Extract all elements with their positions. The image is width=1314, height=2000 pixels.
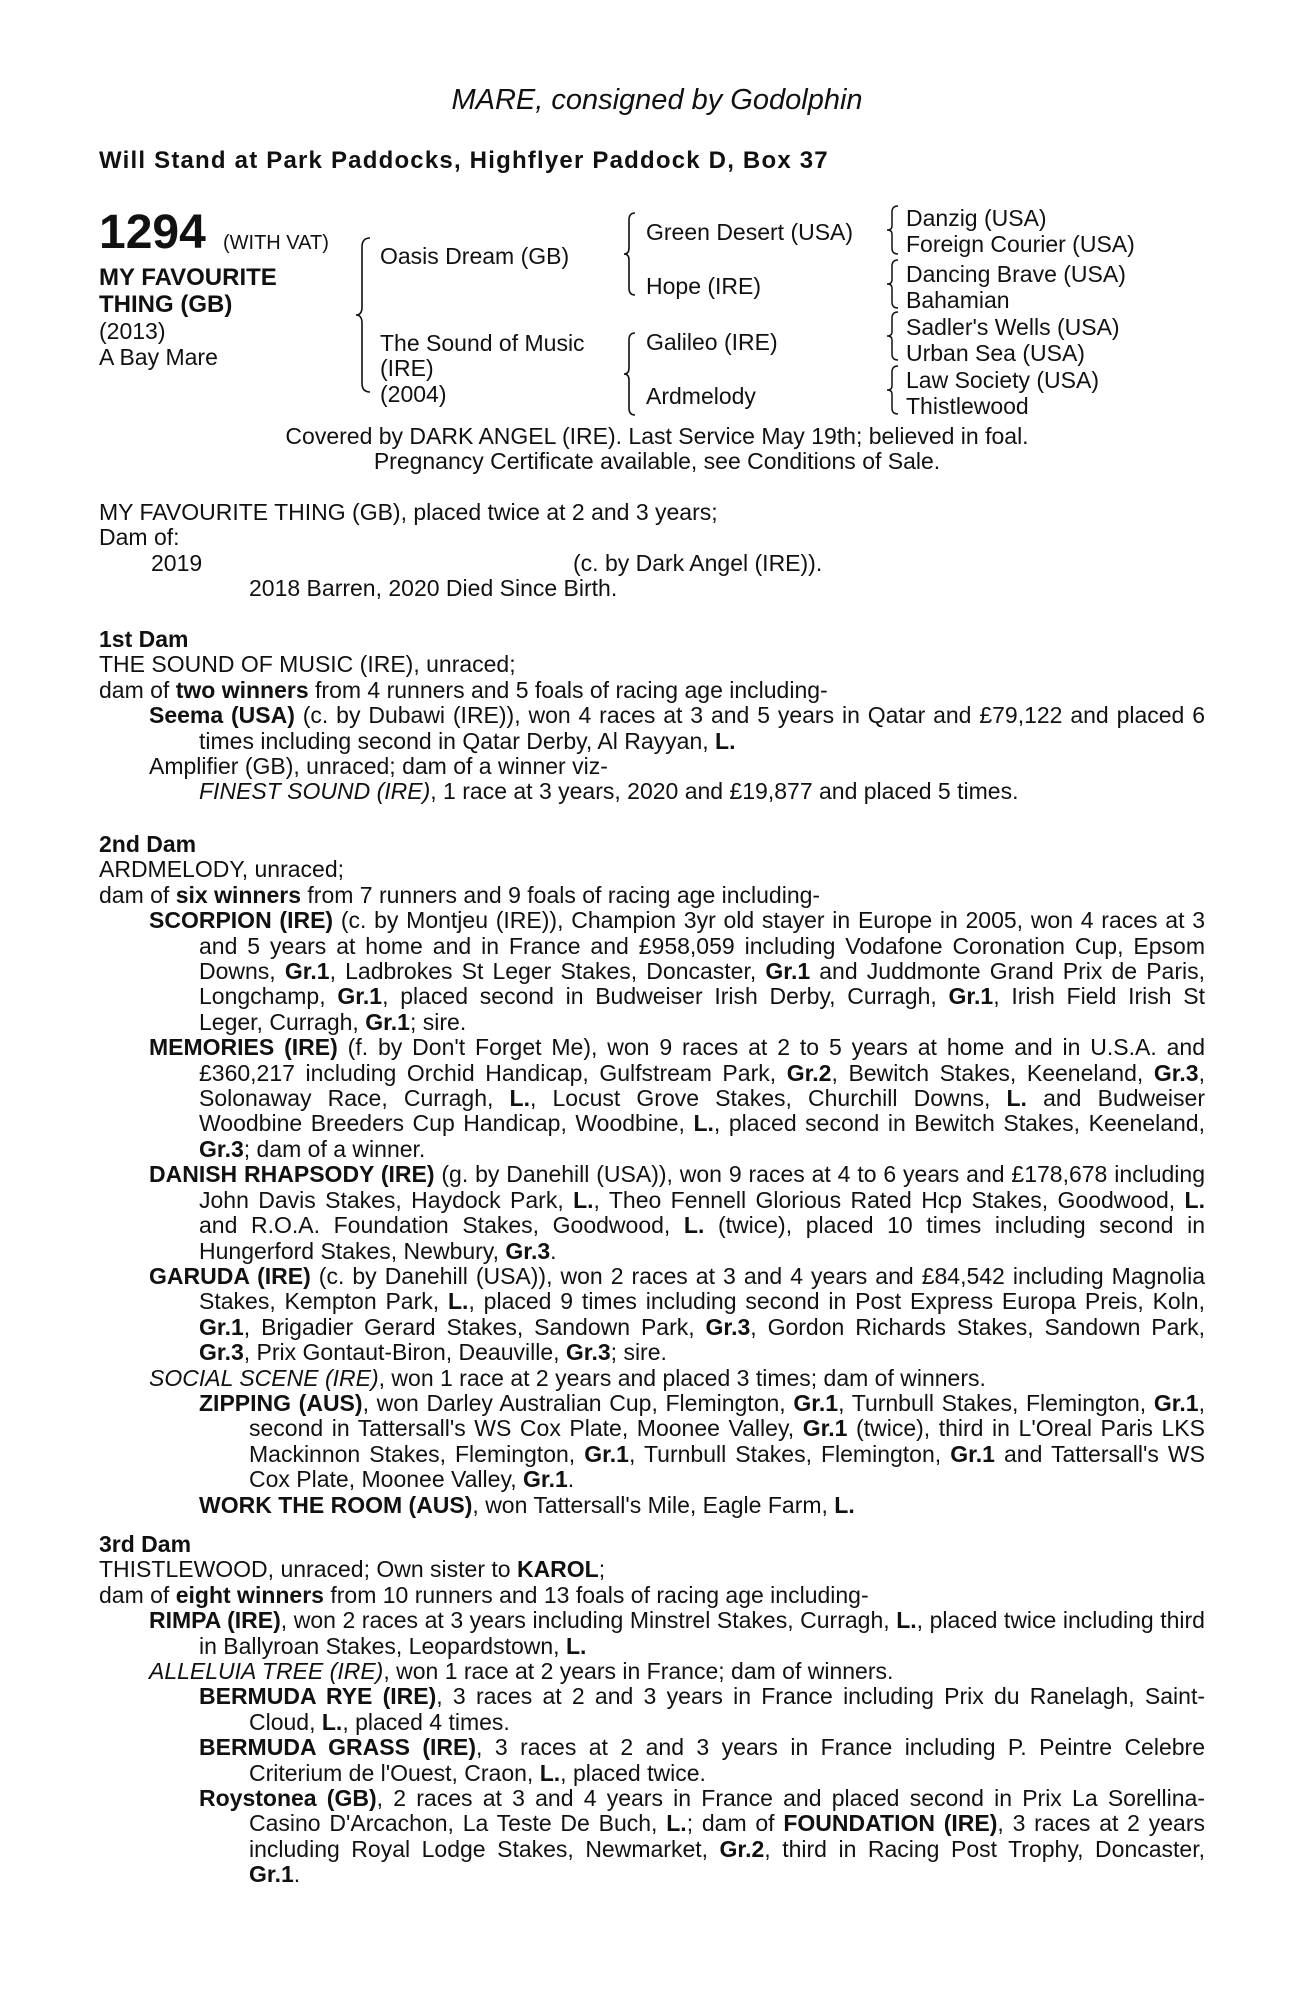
text-run: , won Tattersall's Mile, Eagle Farm,: [472, 1491, 835, 1518]
text-run: ; sire.: [409, 1008, 467, 1035]
bold-run: Gr.3: [505, 1237, 551, 1264]
second-dam-section: [99, 832, 1205, 1518]
first-dam-heading: 1st Dam: [99, 626, 189, 652]
work-the-room-entry: [99, 1493, 1205, 1518]
bold-run: SCORPION (IRE): [149, 907, 334, 934]
zipping-entry: [99, 1391, 1205, 1493]
pedigree-brace-dam: [622, 330, 638, 418]
bold-run: Gr.3: [705, 1313, 751, 1340]
bold-run: L.: [693, 1110, 714, 1137]
bold-run: L.: [509, 1085, 530, 1112]
bold-run: WORK THE ROOM (AUS): [199, 1491, 473, 1518]
text: dam of: [99, 881, 176, 908]
bold-run: L.: [683, 1212, 705, 1239]
first-dam-line-1: THE SOUND OF MUSIC (IRE), unraced;: [99, 651, 516, 678]
lot-vat: (WITH VAT): [223, 232, 329, 254]
bold-run: Gr.1: [1153, 1389, 1199, 1416]
text-run: , Solonaway Race, Curragh,: [199, 1059, 1205, 1112]
pedigree-dam-line-1: The Sound of Music: [380, 330, 585, 356]
text-run: (c. by Danehill (USA)), won 2 races at 3 and 4 years and £84,542 including Magnolia Stakes, Kempton Park,: [199, 1262, 1206, 1315]
horse-info: [99, 264, 277, 370]
pedigree-brace-g3-4: [886, 364, 900, 416]
pedigree-ssd: Foreign Courier (USA): [906, 231, 1135, 257]
first-dam-section: [99, 627, 1205, 805]
winner-count: eight winners: [175, 1581, 324, 1608]
text-run: and R.O.A. Foundation Stakes, Goodwood,: [199, 1212, 684, 1239]
italic-run: SOCIAL SCENE (IRE): [149, 1364, 379, 1391]
bold-run: ZIPPING (AUS): [199, 1389, 363, 1416]
produce-record: [99, 500, 1205, 602]
bold-run: Gr.1: [284, 958, 330, 985]
bermuda-grass-entry: [99, 1735, 1205, 1786]
lot-number: 1294: [99, 206, 206, 259]
winner-count: six winners: [175, 881, 301, 908]
scorpion-entry: [99, 908, 1205, 1035]
text-run: (c. by Montjeu (IRE)), Champion 3yr old stayer in Europe in 2005, won 4 races at 3 and 5 years at home and in France and £958,059 including Vodafone Coronation Cup, Epsom Downs,: [199, 907, 1206, 985]
pedigree-sire: Oasis Dream (GB): [380, 243, 570, 269]
text-run: , placed 4 times.: [342, 1708, 510, 1735]
bold-run: Gr.1: [950, 1440, 995, 1467]
text-run: , Gordon Richards Stakes, Sandown Park,: [750, 1313, 1205, 1340]
first-dam-line-2: [99, 678, 1205, 703]
covered-line-1: Covered by DARK ANGEL (IRE). Last Service May 19th; believed in foal.: [285, 423, 1029, 449]
text-run: (f. by Don't Forget Me), won 9 races at 2 to 5 years at home and in U.S.A. and £360,217 including Orchid Handicap, Gulfstream Park,: [199, 1034, 1205, 1086]
pedigree-sire-dam: Hope (IRE): [646, 273, 762, 299]
bold-run: RIMPA (IRE): [149, 1607, 281, 1634]
bold-run: L.: [321, 1708, 343, 1735]
text-run: , second in Tattersall's WS Cox Plate, Moonee Valley,: [249, 1389, 1205, 1442]
text-run: .: [293, 1861, 301, 1888]
bold-run: BERMUDA RYE (IRE): [199, 1683, 437, 1710]
pedigree-dam-sire: Galileo (IRE): [646, 329, 778, 355]
text-run: , won Darley Australian Cup, Flemington,: [362, 1389, 794, 1416]
entry-text: , 1 race at 3 years, 2020 and £19,877 and placed 5 times.: [430, 778, 1019, 805]
italic-run: ALLELUIA TREE (IRE): [149, 1658, 384, 1685]
text-run: , won 1 race at 2 years in France; dam of winners.: [383, 1658, 894, 1685]
pedigree-brace-g3-2: [886, 258, 900, 310]
text: from 7 runners and 9 foals of racing age including-: [301, 881, 821, 908]
text: from 4 runners and 5 foals of racing age including-: [308, 676, 828, 703]
bold-run: Gr.3: [199, 1135, 244, 1162]
pedigree-sire-sire: Green Desert (USA): [646, 219, 854, 245]
bold-run: L.: [896, 1607, 917, 1634]
pedigree-ddd: Thistlewood: [906, 393, 1029, 419]
text-run: , placed twice.: [560, 1759, 706, 1786]
text-run: , 3 races at 2 and 3 years in France including Prix du Ranelagh, Saint-Cloud,: [249, 1683, 1205, 1735]
pedigree-brace-g3-1: [886, 204, 900, 256]
entry-text: (c. by Dubawi (IRE)), won 4 races at 3 and 5 years in Qatar and £79,122 and placed 6 times including second in Qatar Derby, Al Rayyan,: [199, 702, 1205, 754]
bold-run: FOUNDATION (IRE): [783, 1810, 998, 1837]
bold-run: Roystonea (GB): [199, 1785, 377, 1812]
bold-run: Gr.2: [786, 1059, 832, 1086]
horse-year: (2013): [99, 318, 166, 344]
bold-run: Gr.1: [249, 1861, 294, 1888]
text-run: , Irish Field Irish St Leger, Curragh,: [199, 983, 1206, 1035]
text-run: , placed twice including third in Ballyroan Stakes, Leopardstown,: [199, 1607, 1205, 1659]
pedigree-brace-main: [354, 235, 374, 395]
horse-name-line-2: THING (GB): [99, 291, 233, 318]
bold-run: L.: [666, 1810, 687, 1837]
pedigree-sss: Danzig (USA): [906, 205, 1047, 231]
bold-run: Gr.3: [199, 1339, 244, 1366]
second-dam-line-2: [99, 883, 1205, 908]
bold-run: MEMORIES (IRE): [149, 1034, 338, 1061]
text-run: , Prix Gontaut-Biron, Deauville,: [243, 1339, 566, 1366]
race-grade: L.: [715, 727, 736, 754]
third-dam-line-1: [99, 1557, 1205, 1582]
text-run: , won 1 race at 2 years and placed 3 times; dam of winners.: [378, 1364, 986, 1391]
text-run: , third in Racing Post Trophy, Doncaster,: [764, 1835, 1205, 1862]
produce-line-1: MY FAVOURITE THING (GB), placed twice at 2 and 3 years;: [99, 499, 718, 525]
produce-line-2: Dam of:: [99, 524, 180, 551]
horse-name: Seema (USA): [149, 702, 295, 729]
page-heading: MARE, consigned by Godolphin: [451, 84, 863, 116]
text: THISTLEWOOD, unraced; Own sister to: [99, 1556, 517, 1583]
text-run: , won 2 races at 3 years including Minstrel Stakes, Curragh,: [280, 1607, 897, 1634]
pedigree-brace-g3-3: [886, 310, 900, 362]
text-run: (twice), placed 10 times including second in Hungerford Stakes, Newbury,: [199, 1212, 1205, 1264]
bold-run: Gr.1: [802, 1415, 848, 1442]
bold-run: DANISH RHAPSODY (IRE): [149, 1161, 435, 1188]
pedigree-dam-line-2: (IRE): [380, 355, 434, 381]
bold-run: Gr.1: [523, 1466, 568, 1493]
winner-count: two winners: [175, 676, 309, 703]
text-run: , placed 9 times including second in Post Express Europa Preis, Koln,: [468, 1288, 1205, 1315]
bold-run: Gr.1: [948, 983, 994, 1010]
text-run: (g. by Danehill (USA)), won 9 races at 4 to 6 years and £178,678 including John Davis Stakes, Haydock Park,: [199, 1161, 1205, 1213]
second-dam-heading: 2nd Dam: [99, 831, 197, 857]
text-run: , Locust Grove Stakes, Churchill Downs,: [529, 1085, 1007, 1112]
pedigree-brace-sire: [622, 210, 638, 298]
pedigree-sdd: Bahamian: [906, 287, 1010, 313]
text-run: , placed second in Budweiser Irish Derby, Curragh,: [382, 983, 949, 1010]
second-dam-line-1: ARDMELODY, unraced;: [99, 856, 345, 883]
third-dam-line-2: [99, 1583, 1205, 1608]
pedigree-dam-line-3: (2004): [380, 381, 447, 407]
finest-sound-entry: [99, 779, 1205, 804]
horse-name-line-1: MY FAVOURITE: [99, 264, 277, 291]
text-run: , placed second in Bewitch Stakes, Keeneland,: [713, 1110, 1205, 1137]
stand-location: Will Stand at Park Paddocks, Highflyer Paddock D, Box 37: [99, 147, 829, 174]
bold-run: Gr.1: [584, 1440, 629, 1467]
third-dam-section: [99, 1532, 1205, 1888]
text-run: ; dam of: [686, 1810, 784, 1837]
bold-run: L.: [565, 1632, 587, 1659]
memories-entry: [99, 1035, 1205, 1162]
text-run: , Brigadier Gerard Stakes, Sandown Park,: [243, 1313, 706, 1340]
third-dam-heading: 3rd Dam: [99, 1531, 192, 1557]
text-run: , Ladbrokes St Leger Stakes, Doncaster,: [329, 958, 766, 985]
covered-note: [0, 424, 1314, 475]
bold-run: Gr.3: [1153, 1059, 1199, 1086]
text: ;: [598, 1556, 606, 1583]
text: dam of: [99, 676, 176, 703]
horse-description: A Bay Mare: [99, 344, 218, 370]
produce-year: 2019: [151, 549, 203, 576]
bermuda-rye-entry: [99, 1684, 1205, 1735]
bold-run: L.: [834, 1491, 855, 1518]
bold-run: L.: [573, 1186, 594, 1213]
alleluia-tree-entry: [99, 1659, 1205, 1684]
produce-by: (c. by Dark Angel (IRE)).: [573, 549, 823, 576]
text-run: and Juddmonte Grand Prix de Paris, Longchamp,: [199, 958, 1205, 1010]
sister-name: KAROL: [516, 1556, 599, 1583]
text-run: .: [550, 1237, 557, 1264]
text-run: ; dam of a winner.: [243, 1135, 426, 1162]
text: from 10 runners and 13 foals of racing age including-: [323, 1581, 869, 1608]
horse-name: FINEST SOUND (IRE): [199, 778, 431, 805]
text-run: .: [567, 1466, 575, 1493]
text-run: and Budweiser Woodbine Breeders Cup Handicap, Woodbine,: [199, 1085, 1205, 1137]
text-run: , Theo Fennell Glorious Rated Hcp Stakes, Goodwood,: [593, 1186, 1185, 1213]
seema-entry: [99, 703, 1205, 754]
bold-run: Gr.2: [719, 1835, 765, 1862]
pedigree-sds: Dancing Brave (USA): [906, 261, 1126, 287]
amplifier-entry: Amplifier (GB), unraced; dam of a winner viz-: [149, 753, 608, 780]
text-run: , 2 races at 3 and 4 years in France and placed second in Prix La Sorellina-Casino D'Arcachon, La Teste De Buch,: [249, 1785, 1205, 1837]
bold-run: Gr.1: [793, 1389, 839, 1416]
bold-run: Gr.1: [765, 958, 811, 985]
text-run: , 3 races at 2 and 3 years in France including P. Peintre Celebre Criterium de l'Ouest, Craon,: [249, 1734, 1205, 1786]
bold-run: Gr.1: [365, 1008, 410, 1035]
bold-run: GARUDA (IRE): [149, 1262, 311, 1289]
text-run: (twice), third in L'Oreal Paris LKS Mackinnon Stakes, Flemington,: [249, 1415, 1205, 1467]
bold-run: BERMUDA GRASS (IRE): [199, 1734, 477, 1761]
pedigree-dsd: Urban Sea (USA): [906, 340, 1085, 366]
bold-run: L.: [1006, 1085, 1027, 1112]
garuda-entry: [99, 1264, 1205, 1366]
text-run: ; sire.: [610, 1339, 667, 1366]
produce-line-4: 2018 Barren, 2020 Died Since Birth.: [249, 575, 618, 602]
danish-rhapsody-entry: [99, 1162, 1205, 1264]
social-scene-entry: [99, 1366, 1205, 1391]
text-run: and Tattersall's WS Cox Plate, Moonee Valley,: [249, 1440, 1205, 1493]
bold-run: Gr.3: [565, 1339, 611, 1366]
text-run: , Bewitch Stakes, Keeneland,: [831, 1059, 1154, 1086]
pedigree-dds: Law Society (USA): [906, 367, 1100, 393]
text-run: , 3 races at 2 years including Royal Lodge Stakes, Newmarket,: [249, 1810, 1205, 1862]
pedigree-dss: Sadler's Wells (USA): [906, 314, 1120, 340]
bold-run: Gr.1: [337, 983, 383, 1010]
pedigree-dam-dam: Ardmelody: [646, 383, 756, 409]
text-run: , Turnbull Stakes, Flemington,: [838, 1389, 1154, 1416]
covered-line-2: Pregnancy Certificate available, see Conditions of Sale.: [373, 448, 941, 475]
bold-run: L.: [539, 1759, 561, 1786]
text: dam of: [99, 1581, 176, 1608]
text-run: , Turnbull Stakes, Flemington,: [628, 1440, 951, 1467]
rimpa-entry: [99, 1608, 1205, 1659]
bold-run: L.: [1184, 1186, 1205, 1213]
roystonea-entry: [99, 1786, 1205, 1888]
bold-run: L.: [447, 1288, 469, 1315]
bold-run: Gr.1: [199, 1313, 244, 1340]
produce-2019-row: [99, 551, 1205, 576]
